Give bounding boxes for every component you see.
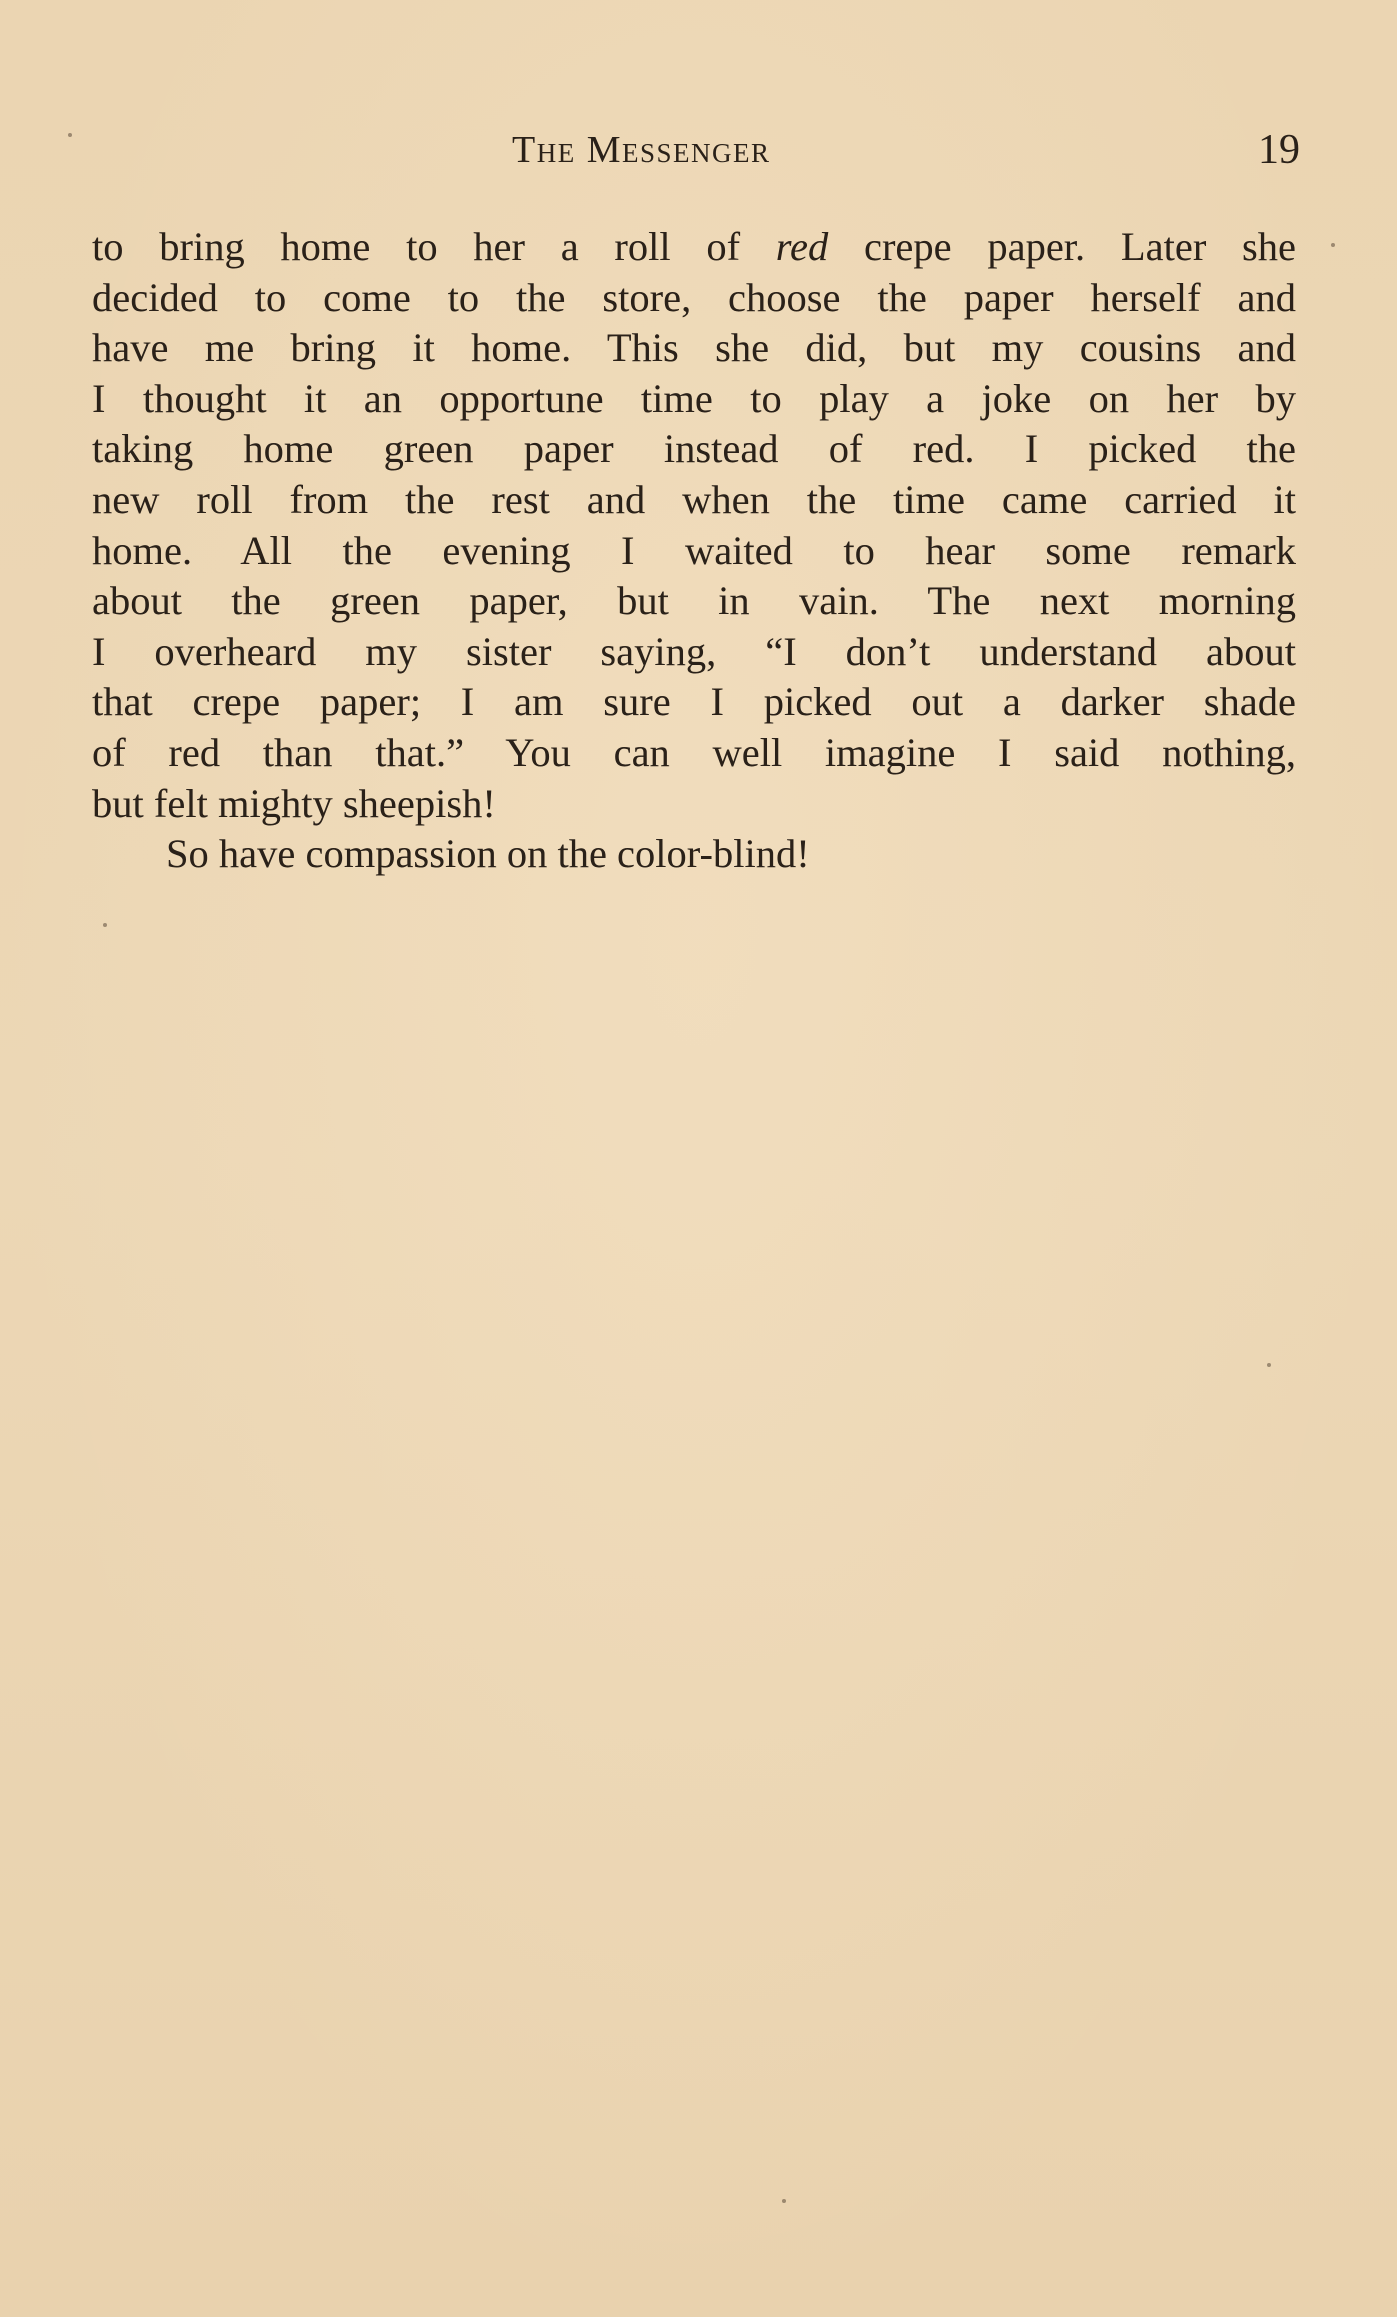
text-line: I overheard my sister saying, “I don’t understand about [92,628,1296,674]
text-line [92,222,1296,273]
italic-word: red [775,224,829,269]
page-number: 19 [1258,127,1300,173]
text-segment: to bring home to her a roll of [92,224,776,269]
paper-speck [103,923,107,927]
text-line: of red than that.” You can well imagine I said nothing, [92,729,1296,775]
closing-line: So have compassion on the color-blind! [166,831,810,877]
paper-speck [782,2199,786,2203]
paper-speck [68,133,72,137]
text-line: decided to come to the store, choose the paper herself and [92,274,1296,320]
text-line: new roll from the rest and when the time came carried it [92,476,1296,522]
text-line: that crepe paper; I am sure I picked out a darker shade [92,679,1296,725]
text-line: have me bring it home. This she did, but my cousins and [92,325,1296,371]
paper-speck [1331,243,1335,247]
body-text [92,222,1296,880]
text-segment: crepe paper. Later she [828,224,1296,269]
text-line: home. All the evening I waited to hear some remark [92,527,1296,573]
running-head [0,118,1397,178]
text-line: taking home green paper instead of red. I picked the [92,426,1296,472]
text-line: I thought it an opportune time to play a joke on her by [92,375,1296,421]
text-line: about the green paper, but in vain. The next morning [92,578,1296,624]
text-line: but felt mighty sheepish! [92,780,496,826]
paper-speck [1267,1363,1271,1367]
running-title: The Messenger [512,129,771,171]
